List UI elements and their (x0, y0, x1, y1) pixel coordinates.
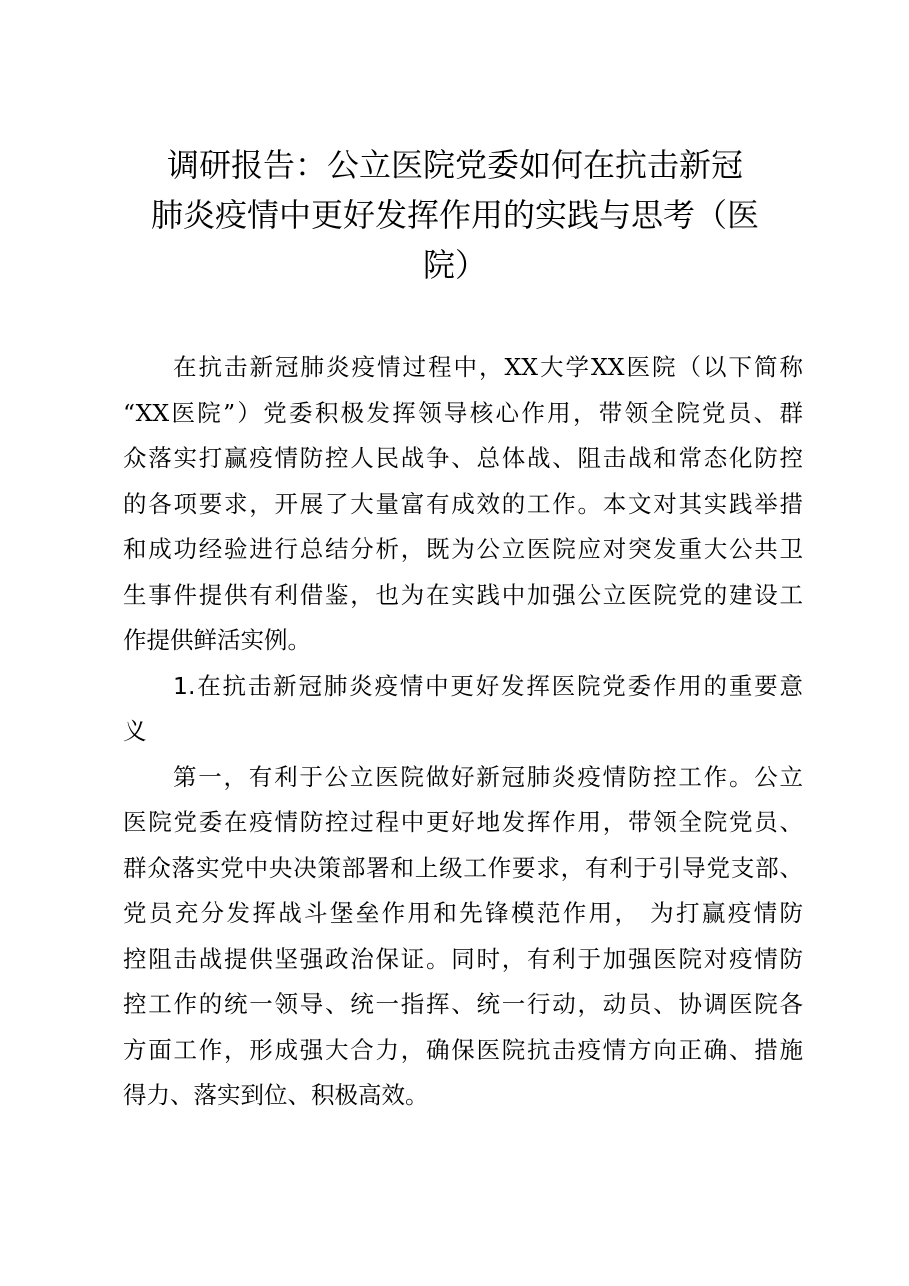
section-1-line-3: 群众落实党中央决策部署和上级工作要求，有利于引导党支部、 (123, 853, 803, 882)
section-1-line-1: 第一，有利于公立医院做好新冠肺炎疫情防控工作。公立 (173, 762, 803, 791)
title-line-2: 肺炎疫情中更好发挥作用的实践与思考（医 (150, 196, 759, 234)
section-1-line-5: 控阻击战提供坚强政治保证。同时，有利于加强医院对疫情防 (123, 944, 803, 973)
intro-line-2: “XX医院”）党委积极发挥领导核心作用，带领全院党员、群 (123, 398, 803, 427)
intro-line-3: 众落实打赢疫情防控人民战争、总体战、阻击战和常态化防控 (123, 444, 803, 472)
intro-line-6: 生事件提供有利借鉴，也为在实践中加强公立医院党的建设工 (123, 580, 803, 609)
document-body (123, 345, 803, 1119)
section-1-line-7: 方面工作，形成强大合力，确保医院抗击疫情方向正确、措施 (123, 1035, 803, 1064)
section-1-heading-line-1: 1.在抗击新冠肺炎疫情中更好发挥医院党委作用的重要意 (173, 671, 803, 700)
section-1-line-4: 党员充分发挥战斗堡垒作用和先锋模范作用， 为打赢疫情防 (123, 899, 803, 927)
intro-paragraph (123, 345, 803, 664)
intro-line-5: 和成功经验进行总结分析，既为公立医院应对突发重大公共卫 (123, 535, 803, 563)
intro-line-4: 的各项要求，开展了大量富有成效的工作。本文对其实践举措 (123, 489, 803, 518)
section-1-heading (123, 664, 803, 755)
section-1-paragraph (123, 755, 803, 1119)
section-1-line-6: 控工作的统一领导、统一指挥、统一行动，动员、协调医院各 (123, 990, 803, 1018)
intro-line-7: 作提供鲜活实例。 (123, 626, 311, 654)
document-title (120, 140, 790, 290)
section-1-heading-line-2: 义 (123, 717, 147, 745)
section-1-line-2: 医院党委在疫情防控过程中更好地发挥作用，带领全院党员、 (123, 808, 803, 836)
title-line-3: 院） (422, 246, 487, 284)
intro-line-1: 在抗击新冠肺炎疫情过程中，XX大学XX医院（以下简称 (173, 353, 803, 381)
title-line-1: 调研报告：公立医院党委如何在抗击新冠 (166, 146, 743, 184)
section-1-line-8: 得力、落实到位、积极高效。 (123, 1081, 429, 1109)
